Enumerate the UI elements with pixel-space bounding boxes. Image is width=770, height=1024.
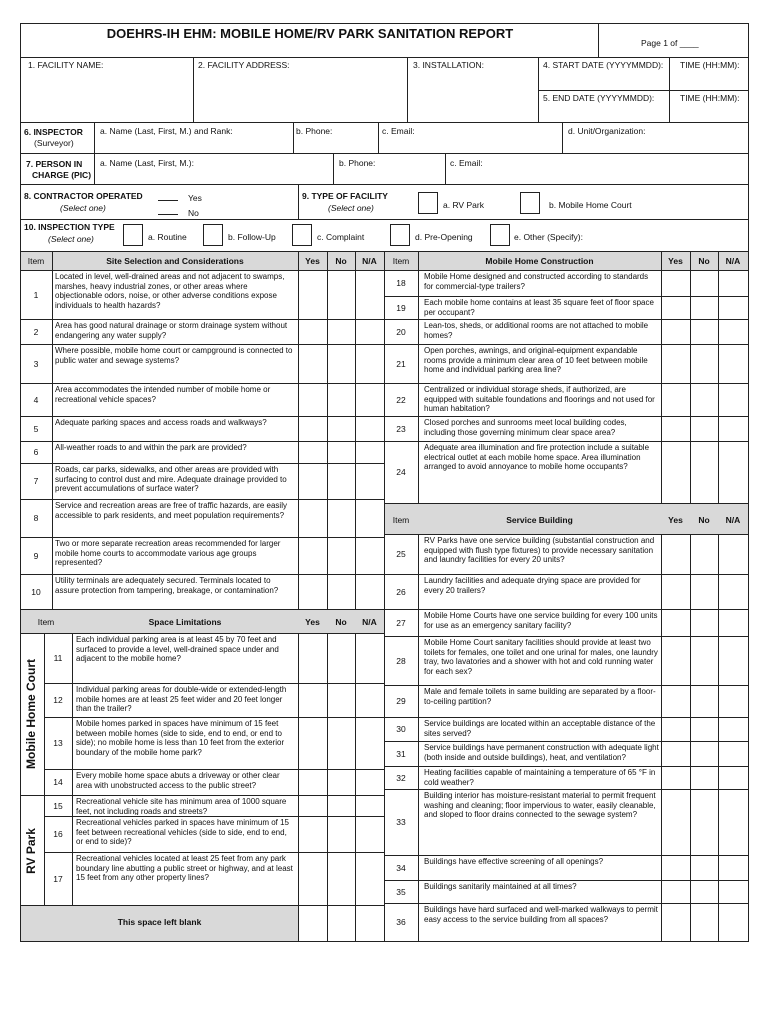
item-36-na-cell[interactable] bbox=[719, 904, 748, 941]
item-26-no-cell[interactable] bbox=[691, 575, 718, 609]
item-3-question: Where possible, mobile home court or campground is connected to public water and sewage systems? bbox=[55, 346, 293, 365]
item-13-no-cell[interactable] bbox=[328, 718, 355, 769]
pic-phone-field[interactable]: b. Phone: bbox=[339, 158, 376, 168]
inspection-type-sublabel: (Select one) bbox=[48, 234, 94, 244]
item-17-na-cell[interactable] bbox=[356, 853, 384, 905]
item-17-question: Recreational vehicles located at least 25 feet from any park boundary line abutting a public street or highway, and at least 15 feet from any other property lines? bbox=[76, 854, 293, 883]
item-24-question: Adequate area illumination and fire protection include a suitable electrical outlet at each mobile home space. Area illumination arranged to avoid annoyance to mobile home occupants? bbox=[424, 443, 650, 472]
right-col-yes: Yes bbox=[668, 256, 683, 266]
routine-checkbox[interactable] bbox=[123, 224, 143, 246]
mobile-home-court-checkbox[interactable] bbox=[520, 192, 540, 214]
item-29-no-cell[interactable] bbox=[691, 686, 718, 717]
item-1-question: Located in level, well-drained areas and not adjacent to swamps, marshes, heavy industrial zones, or other areas where objectionable odors, noise, or other adverse conditions expose individuals to health hazards? bbox=[55, 272, 285, 310]
item-22-no-cell[interactable] bbox=[691, 384, 718, 416]
item-22-na-cell[interactable] bbox=[719, 384, 748, 416]
item-16-na-cell[interactable] bbox=[356, 817, 384, 852]
item-7-na-cell[interactable] bbox=[356, 464, 384, 499]
contractor-no-label: No bbox=[188, 208, 199, 218]
item-26-question: Laundry facilities and adequate drying space are provided for every 20 trailers? bbox=[424, 576, 641, 595]
item-21-yes-cell[interactable] bbox=[662, 345, 690, 383]
item-17-no-cell[interactable] bbox=[328, 853, 355, 905]
item-34-na-cell[interactable] bbox=[719, 856, 748, 880]
item-6-na-cell[interactable] bbox=[356, 442, 384, 463]
item-6-no-cell[interactable] bbox=[328, 442, 355, 463]
item-26-yes-cell[interactable] bbox=[662, 575, 690, 609]
item-12-yes-cell[interactable] bbox=[299, 684, 327, 717]
item-35-question: Buildings sanitarily maintained at all times? bbox=[424, 882, 577, 891]
item-31-na-cell[interactable] bbox=[719, 742, 748, 766]
item-13-na-cell[interactable] bbox=[356, 718, 384, 769]
item-25-na-cell[interactable] bbox=[719, 535, 748, 574]
right-col-item: Item bbox=[392, 256, 410, 266]
item-30-na-cell[interactable] bbox=[719, 718, 748, 741]
item-6-yes-cell[interactable] bbox=[299, 442, 327, 463]
rv-park-checkbox[interactable] bbox=[418, 192, 438, 214]
item-12-question: Individual parking areas for double-wide or extended-length mobile homes are at least 25 feet wider and 20 feet longer than the trailer? bbox=[76, 685, 287, 714]
item-11-no-cell[interactable] bbox=[328, 634, 355, 683]
pic-name-field[interactable]: a. Name (Last, First, M.): bbox=[100, 158, 194, 168]
facility-address-label: 2. FACILITY ADDRESS: bbox=[198, 60, 290, 70]
item-19-na-cell[interactable] bbox=[719, 297, 748, 319]
left-col-yes: Yes bbox=[305, 256, 320, 266]
item-1-yes-cell[interactable] bbox=[299, 271, 327, 319]
item-2-no-cell[interactable] bbox=[328, 320, 355, 344]
item-33-yes-cell[interactable] bbox=[662, 790, 690, 855]
facility-type-sublabel: (Select one) bbox=[328, 203, 374, 213]
item-7-question: Roads, car parks, sidewalks, and other areas are provided with surfacing to control dust and mire. Adequate drainage provided to prevent accumulations of surface water? bbox=[55, 465, 287, 494]
end-date-label[interactable]: 5. END DATE (YYYYMMDD): bbox=[543, 93, 655, 103]
routine-label: a. Routine bbox=[148, 232, 187, 242]
item-5-na-cell[interactable] bbox=[356, 417, 384, 441]
item-15-yes-cell[interactable] bbox=[299, 796, 327, 816]
other-label: e. Other (Specify): bbox=[514, 232, 583, 242]
left-section1-title: Site Selection and Considerations bbox=[106, 256, 244, 266]
follow-up-checkbox[interactable] bbox=[203, 224, 223, 246]
item-number: 13 bbox=[53, 738, 63, 748]
item-7-yes-cell[interactable] bbox=[299, 464, 327, 499]
item-28-question: Mobile Home Court sanitary facilities should provide at least two toilets for females, one toilet and one urinal for males, one laundry tray, two lavatories and a shower with hot and cold running water for each sex? bbox=[424, 638, 658, 676]
item-12-na-cell[interactable] bbox=[356, 684, 384, 717]
item-30-question: Service buildings are located within an acceptable distance of the sites served? bbox=[424, 719, 656, 738]
left-col-item: Item bbox=[27, 256, 45, 266]
contractor-no-blank[interactable] bbox=[158, 214, 178, 215]
item-4-no-cell[interactable] bbox=[328, 384, 355, 416]
item-29-yes-cell[interactable] bbox=[662, 686, 690, 717]
item-27-question: Mobile Home Courts have one service building for every 100 units for use as an emergency sanitary facility? bbox=[424, 611, 658, 630]
item-10-question: Utility terminals are adequately secured. Terminals located to assure protection from tampering, breakage, or contamination? bbox=[55, 576, 279, 595]
item-34-yes-cell[interactable] bbox=[662, 856, 690, 880]
item-24-no-cell[interactable] bbox=[691, 442, 718, 503]
item-32-yes-cell[interactable] bbox=[662, 767, 690, 789]
right-section1-title: Mobile Home Construction bbox=[485, 256, 594, 266]
item-number: 25 bbox=[396, 549, 406, 559]
item-number: 20 bbox=[396, 326, 406, 337]
mobile-home-court-label: b. Mobile Home Court bbox=[549, 200, 632, 210]
item-4-yes-cell[interactable] bbox=[299, 384, 327, 416]
item-20-yes-cell[interactable] bbox=[662, 320, 690, 344]
item-8-no-cell[interactable] bbox=[328, 500, 355, 537]
item-19-no-cell[interactable] bbox=[691, 297, 718, 319]
item-3-yes-cell[interactable] bbox=[299, 345, 327, 383]
item-14-na-cell[interactable] bbox=[356, 770, 384, 795]
item-18-na-cell[interactable] bbox=[719, 271, 748, 296]
item-20-na-cell[interactable] bbox=[719, 320, 748, 344]
item-34-question: Buildings have effective screening of all openings? bbox=[424, 857, 604, 866]
item-9-no-cell[interactable] bbox=[328, 538, 355, 574]
item-number: 32 bbox=[396, 772, 406, 783]
right2-col-na: N/A bbox=[725, 515, 741, 525]
inspector-phone-field[interactable]: b. Phone: bbox=[296, 126, 333, 136]
item-25-yes-cell[interactable] bbox=[662, 535, 690, 574]
item-28-yes-cell[interactable] bbox=[662, 637, 690, 685]
item-number: 36 bbox=[396, 917, 406, 927]
start-date-label[interactable]: 4. START DATE (YYYYMMDD): bbox=[543, 60, 664, 70]
item-number: 27 bbox=[396, 617, 406, 628]
contractor-yes-blank[interactable] bbox=[158, 200, 178, 201]
inspector-unit-field[interactable]: d. Unit/Organization: bbox=[568, 126, 646, 136]
right-col-na: N/A bbox=[725, 256, 741, 266]
right2-col-no: No bbox=[698, 515, 710, 525]
item-24-na-cell[interactable] bbox=[719, 442, 748, 503]
right-section2-title: Service Building bbox=[506, 515, 573, 525]
left2-col-na: N/A bbox=[362, 617, 377, 627]
item-number: 21 bbox=[396, 358, 406, 369]
item-33-na-cell[interactable] bbox=[719, 790, 748, 855]
item-5-no-cell[interactable] bbox=[328, 417, 355, 441]
item-18-yes-cell[interactable] bbox=[662, 271, 690, 296]
item-2-question: Area has good natural drainage or storm drainage system without endangering any water supply? bbox=[55, 321, 288, 340]
item-24-yes-cell[interactable] bbox=[662, 442, 690, 503]
item-3-no-cell[interactable] bbox=[328, 345, 355, 383]
left2-col-yes: Yes bbox=[305, 617, 320, 627]
item-9-na-cell[interactable] bbox=[356, 538, 384, 574]
right2-col-item: Item bbox=[392, 515, 410, 525]
item-21-no-cell[interactable] bbox=[691, 345, 718, 383]
item-23-no-cell[interactable] bbox=[691, 417, 718, 441]
item-9-question: Two or more separate recreation areas recommended for larger mobile home courts to accommodate various age groups represented? bbox=[55, 539, 281, 568]
item-27-na-cell[interactable] bbox=[719, 610, 748, 636]
item-15-na-cell[interactable] bbox=[356, 796, 384, 816]
item-number: 6 bbox=[33, 447, 39, 457]
item-number: 35 bbox=[396, 886, 406, 897]
item-20-no-cell[interactable] bbox=[691, 320, 718, 344]
start-time-label[interactable]: TIME (HH:MM): bbox=[680, 60, 740, 70]
item-32-no-cell[interactable] bbox=[691, 767, 718, 789]
right2-col-yes: Yes bbox=[668, 515, 683, 525]
item-16-no-cell[interactable] bbox=[328, 817, 355, 852]
inspector-email-field[interactable]: c. Email: bbox=[382, 126, 415, 136]
item-13-yes-cell[interactable] bbox=[299, 718, 327, 769]
item-21-question: Open porches, awnings, and original-equipment expandable rooms provide a minimum clear area of 10 feet between mobile home and individual parking area line? bbox=[424, 346, 648, 375]
item-6-question: All-weather roads to and within the park are provided? bbox=[55, 443, 247, 452]
item-number: 23 bbox=[396, 423, 406, 434]
item-26-na-cell[interactable] bbox=[719, 575, 748, 609]
item-8-yes-cell[interactable] bbox=[299, 500, 327, 537]
item-14-yes-cell[interactable] bbox=[299, 770, 327, 795]
item-2-yes-cell[interactable] bbox=[299, 320, 327, 344]
item-36-question: Buildings have hard surfaced and well-marked walkways to permit easy access to the service building from all spaces? bbox=[424, 905, 658, 924]
item-18-question: Mobile Home designed and constructed according to standards for commercial-type trailers? bbox=[424, 272, 649, 291]
item-17-yes-cell[interactable] bbox=[299, 853, 327, 905]
item-32-question: Heating facilities capable of maintaining a temperature of 65 °F in cold weather? bbox=[424, 768, 656, 787]
item-35-no-cell[interactable] bbox=[691, 881, 718, 903]
item-19-question: Each mobile home contains at least 35 square feet of floor space per occupant? bbox=[424, 298, 654, 317]
item-number: 26 bbox=[396, 586, 406, 597]
item-number: 34 bbox=[396, 862, 406, 873]
pic-label: 7. PERSON IN bbox=[26, 159, 83, 169]
end-time-label[interactable]: TIME (HH:MM): bbox=[680, 93, 740, 103]
item-number: 24 bbox=[396, 467, 406, 477]
item-number: 10 bbox=[31, 586, 41, 597]
contractor-yes-label: Yes bbox=[188, 193, 202, 203]
item-19-yes-cell[interactable] bbox=[662, 297, 690, 319]
item-29-na-cell[interactable] bbox=[719, 686, 748, 717]
item-number: 11 bbox=[53, 653, 63, 663]
item-7-no-cell[interactable] bbox=[328, 464, 355, 499]
left-section2-title: Space Limitations bbox=[148, 617, 222, 627]
item-11-question: Each individual parking area is at least 45 by 70 feet and surfaced to provide a level, well-drained space under and adjacent to the mobile home? bbox=[76, 635, 279, 664]
item-number: 7 bbox=[33, 476, 39, 486]
item-30-yes-cell[interactable] bbox=[662, 718, 690, 741]
page-number: Page 1 of ____ bbox=[641, 38, 699, 48]
item-23-na-cell[interactable] bbox=[719, 417, 748, 441]
item-21-na-cell[interactable] bbox=[719, 345, 748, 383]
item-8-na-cell[interactable] bbox=[356, 500, 384, 537]
item-8-question: Service and recreation areas are free of traffic hazards, are easily accessible to park residents, and meet population requirements? bbox=[55, 501, 287, 520]
item-18-no-cell[interactable] bbox=[691, 271, 718, 296]
item-2-na-cell[interactable] bbox=[356, 320, 384, 344]
left2-col-item: Item bbox=[37, 617, 55, 627]
item-number: 1 bbox=[33, 289, 39, 300]
item-4-na-cell[interactable] bbox=[356, 384, 384, 416]
item-14-no-cell[interactable] bbox=[328, 770, 355, 795]
item-number: 3 bbox=[33, 358, 39, 369]
item-27-yes-cell[interactable] bbox=[662, 610, 690, 636]
item-14-question: Every mobile home space abuts a driveway or other clear area with unobstructed access to the public street? bbox=[76, 771, 280, 790]
pre-opening-checkbox[interactable] bbox=[390, 224, 410, 246]
facility-type-label: 9. TYPE OF FACILITY bbox=[302, 191, 388, 201]
item-34-no-cell[interactable] bbox=[691, 856, 718, 880]
item-number: 22 bbox=[396, 394, 406, 405]
item-number: 31 bbox=[396, 748, 406, 759]
item-11-yes-cell[interactable] bbox=[299, 634, 327, 683]
rv-park-label: a. RV Park bbox=[443, 200, 484, 210]
right-col-no: No bbox=[698, 256, 710, 266]
item-27-no-cell[interactable] bbox=[691, 610, 718, 636]
item-number: 14 bbox=[53, 777, 63, 787]
item-16-yes-cell[interactable] bbox=[299, 817, 327, 852]
facility-name-label: 1. FACILITY NAME: bbox=[28, 60, 104, 70]
item-33-question: Building interior has moisture-resistant material to permit frequent washing and cleaning; floor impervious to water, easily cleanable, and sloped to floor drains connected to the sewage system? bbox=[424, 791, 656, 820]
item-3-na-cell[interactable] bbox=[356, 345, 384, 383]
inspector-sublabel: (Surveyor) bbox=[34, 138, 74, 148]
item-5-yes-cell[interactable] bbox=[299, 417, 327, 441]
item-36-no-cell[interactable] bbox=[691, 904, 718, 941]
item-25-question: RV Parks have one service building (substantial construction and equipped with flush type fixtures) to provide necessary sanitation and laundry facilities for every 20 units? bbox=[424, 536, 655, 565]
item-28-no-cell[interactable] bbox=[691, 637, 718, 685]
item-22-question: Centralized or individual storage sheds, if authorized, are equipped with suitable foundations and floorings and not used for human habitation? bbox=[424, 385, 655, 414]
item-36-yes-cell[interactable] bbox=[662, 904, 690, 941]
item-number: 28 bbox=[396, 655, 406, 666]
item-number: 33 bbox=[396, 817, 406, 827]
complaint-label: c. Complaint bbox=[317, 232, 365, 242]
item-number: 16 bbox=[53, 829, 63, 839]
left2-col-no: No bbox=[335, 617, 347, 627]
group-mobile-home-court: Mobile Home Court bbox=[24, 659, 38, 769]
item-12-no-cell[interactable] bbox=[328, 684, 355, 717]
pic-sublabel: CHARGE (PIC) bbox=[32, 170, 92, 180]
item-28-na-cell[interactable] bbox=[719, 637, 748, 685]
item-number: 29 bbox=[396, 696, 406, 706]
group-rv-park: RV Park bbox=[24, 828, 38, 874]
item-9-yes-cell[interactable] bbox=[299, 538, 327, 574]
item-5-question: Adequate parking spaces and access roads and walkways? bbox=[55, 418, 267, 427]
pre-opening-label: d. Pre-Opening bbox=[415, 232, 473, 242]
installation-label: 3. INSTALLATION: bbox=[413, 60, 485, 70]
item-10-na-cell[interactable] bbox=[356, 575, 384, 609]
item-13-question: Mobile homes parked in spaces have minimum of 15 feet between mobile homes (side to side, end to end, or end to side); no mobile home is less than 10 feet from the exterior boundary of the mobile home park? bbox=[76, 719, 285, 757]
other-checkbox[interactable] bbox=[490, 224, 510, 246]
item-16-question: Recreational vehicles parked in spaces have minimum of 15 feet between recreational vehicles (side to side, end to end, or end to side)? bbox=[76, 818, 289, 847]
inspector-name-field[interactable]: a. Name (Last, First, M.) and Rank: bbox=[100, 126, 233, 136]
item-number: 8 bbox=[33, 513, 39, 523]
item-number: 18 bbox=[396, 278, 406, 288]
item-32-na-cell[interactable] bbox=[719, 767, 748, 789]
item-number: 4 bbox=[33, 394, 39, 405]
item-1-na-cell[interactable] bbox=[356, 271, 384, 319]
item-number: 5 bbox=[33, 423, 39, 434]
item-number: 9 bbox=[33, 550, 39, 561]
left-col-na: N/A bbox=[362, 256, 377, 266]
item-35-yes-cell[interactable] bbox=[662, 881, 690, 903]
item-number: 15 bbox=[53, 800, 63, 811]
item-number: 12 bbox=[53, 695, 63, 705]
item-23-yes-cell[interactable] bbox=[662, 417, 690, 441]
follow-up-label: b. Follow-Up bbox=[228, 232, 276, 242]
item-10-no-cell[interactable] bbox=[328, 575, 355, 609]
item-30-no-cell[interactable] bbox=[691, 718, 718, 741]
item-number: 19 bbox=[396, 302, 406, 313]
item-number: 2 bbox=[33, 326, 39, 337]
item-15-no-cell[interactable] bbox=[328, 796, 355, 816]
pic-email-field[interactable]: c. Email: bbox=[450, 158, 483, 168]
item-number: 30 bbox=[396, 724, 406, 734]
complaint-checkbox[interactable] bbox=[292, 224, 312, 246]
item-10-yes-cell[interactable] bbox=[299, 575, 327, 609]
blank-space-note: This space left blank bbox=[117, 917, 202, 927]
item-number: 17 bbox=[53, 873, 63, 884]
left-col-no: No bbox=[335, 256, 347, 266]
item-1-no-cell[interactable] bbox=[328, 271, 355, 319]
item-23-question: Closed porches and sunrooms meet local building codes, including those governing minimum clear space area? bbox=[424, 418, 627, 437]
contractor-sublabel: (Select one) bbox=[60, 203, 106, 213]
form-title: DOEHRS-IH EHM: MOBILE HOME/RV PARK SANITATION REPORT bbox=[106, 26, 514, 41]
item-22-yes-cell[interactable] bbox=[662, 384, 690, 416]
item-15-question: Recreational vehicle site has minimum area of 1000 square feet, not including roads and streets? bbox=[76, 797, 287, 815]
item-20-question: Lean-tos, sheds, or additional rooms are not attached to mobile homes? bbox=[424, 321, 649, 340]
item-29-question: Male and female toilets in same building are separated by a floor-to-ceiling partition? bbox=[424, 687, 656, 706]
item-4-question: Area accommodates the intended number of mobile home or recreational vehicle spaces? bbox=[55, 385, 271, 404]
item-33-no-cell[interactable] bbox=[691, 790, 718, 855]
item-31-yes-cell[interactable] bbox=[662, 742, 690, 766]
inspector-label: 6. INSPECTOR bbox=[24, 127, 83, 137]
contractor-label: 8. CONTRACTOR OPERATED bbox=[24, 191, 143, 201]
inspection-type-label: 10. INSPECTION TYPE bbox=[24, 222, 115, 232]
item-35-na-cell[interactable] bbox=[719, 881, 748, 903]
item-31-no-cell[interactable] bbox=[691, 742, 718, 766]
item-25-no-cell[interactable] bbox=[691, 535, 718, 574]
item-31-question: Service buildings have permanent construction with adequate light (both inside and outside buildings), heat, and ventilation? bbox=[424, 743, 659, 762]
item-11-na-cell[interactable] bbox=[356, 634, 384, 683]
